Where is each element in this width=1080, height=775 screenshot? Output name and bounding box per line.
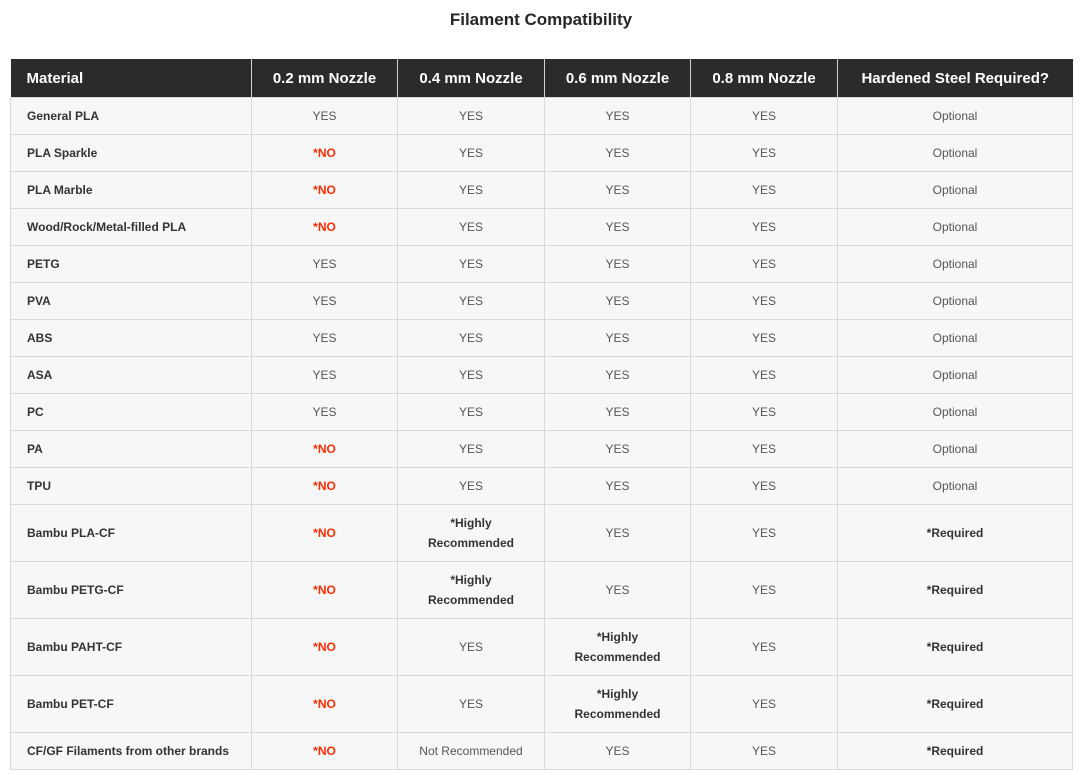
hardened-steel-cell: Optional (838, 394, 1073, 431)
nozzle-0-2-cell: *NO (252, 733, 398, 770)
nozzle-0-2-cell: *NO (252, 431, 398, 468)
hardened-steel-cell: Optional (838, 283, 1073, 320)
nozzle-0-4-cell: YES (398, 676, 545, 733)
filament-compatibility-table (10, 59, 1073, 770)
table-row (11, 676, 1073, 733)
nozzle-0-4-cell: YES (398, 172, 545, 209)
nozzle-0-8-cell: YES (691, 468, 838, 505)
nozzle-0-6-cell: YES (545, 468, 691, 505)
nozzle-0-2-cell: *NO (252, 135, 398, 172)
nozzle-0-4-cell: YES (398, 283, 545, 320)
cell-text-line: Recommended (574, 707, 661, 721)
table-row (11, 505, 1073, 562)
table-row (11, 209, 1073, 246)
nozzle-0-8-cell: YES (691, 562, 838, 619)
nozzle-0-2-cell: *NO (252, 619, 398, 676)
nozzle-0-8-cell: YES (691, 320, 838, 357)
nozzle-0-2-cell: *NO (252, 505, 398, 562)
hardened-steel-cell: Optional (838, 357, 1073, 394)
material-cell: Wood/Rock/Metal-filled PLA (11, 209, 252, 246)
nozzle-0-4-cell: YES (398, 98, 545, 135)
material-cell: PC (11, 394, 252, 431)
nozzle-0-4-cell: YES (398, 468, 545, 505)
nozzle-0-2-cell: YES (252, 283, 398, 320)
nozzle-0-6-cell: YES (545, 431, 691, 468)
nozzle-0-2-cell: YES (252, 98, 398, 135)
nozzle-0-8-cell: YES (691, 98, 838, 135)
cell-text-line: Recommended (574, 650, 661, 664)
hardened-steel-cell: Optional (838, 431, 1073, 468)
table-row (11, 394, 1073, 431)
nozzle-0-8-cell: YES (691, 394, 838, 431)
header-nozzle-0-2: 0.2 mm Nozzle (252, 59, 398, 98)
cell-text-line: *Highly (596, 687, 639, 701)
table-header-row (11, 59, 1073, 98)
nozzle-0-6-cell: YES (545, 98, 691, 135)
material-cell: PVA (11, 283, 252, 320)
nozzle-0-8-cell: YES (691, 135, 838, 172)
table-row (11, 98, 1073, 135)
nozzle-0-2-cell: *NO (252, 562, 398, 619)
table-row (11, 320, 1073, 357)
nozzle-0-2-cell: YES (252, 246, 398, 283)
nozzle-0-6-cell: YES (545, 209, 691, 246)
nozzle-0-4-cell (398, 505, 545, 562)
table-row (11, 283, 1073, 320)
nozzle-0-6-cell: YES (545, 394, 691, 431)
nozzle-0-4-cell: YES (398, 431, 545, 468)
table-row (11, 431, 1073, 468)
material-cell: General PLA (11, 98, 252, 135)
nozzle-0-4-cell: Not Recommended (398, 733, 545, 770)
hardened-steel-cell: Optional (838, 320, 1073, 357)
table-row (11, 246, 1073, 283)
material-cell: Bambu PAHT-CF (11, 619, 252, 676)
nozzle-0-8-cell: YES (691, 619, 838, 676)
header-material: Material (11, 59, 252, 98)
material-cell: CF/GF Filaments from other brands (11, 733, 252, 770)
nozzle-0-2-cell: *NO (252, 172, 398, 209)
hardened-steel-cell: *Required (838, 505, 1073, 562)
nozzle-0-6-cell: YES (545, 283, 691, 320)
nozzle-0-8-cell: YES (691, 431, 838, 468)
nozzle-0-8-cell: YES (691, 505, 838, 562)
material-cell: Bambu PLA-CF (11, 505, 252, 562)
table-row (11, 468, 1073, 505)
hardened-steel-cell: Optional (838, 468, 1073, 505)
nozzle-0-2-cell: *NO (252, 209, 398, 246)
nozzle-0-2-cell: YES (252, 357, 398, 394)
nozzle-0-2-cell: *NO (252, 468, 398, 505)
page-title: Filament Compatibility (449, 10, 633, 29)
nozzle-0-4-cell: YES (398, 246, 545, 283)
hardened-steel-cell: Optional (838, 172, 1073, 209)
nozzle-0-4-cell: YES (398, 209, 545, 246)
table-body (11, 98, 1073, 770)
nozzle-0-8-cell: YES (691, 676, 838, 733)
nozzle-0-4-cell (398, 562, 545, 619)
header-nozzle-0-8: 0.8 mm Nozzle (691, 59, 838, 98)
hardened-steel-cell: Optional (838, 135, 1073, 172)
nozzle-0-6-cell: YES (545, 733, 691, 770)
table-row (11, 172, 1073, 209)
nozzle-0-2-cell: YES (252, 320, 398, 357)
hardened-steel-cell: Optional (838, 209, 1073, 246)
header-nozzle-0-6: 0.6 mm Nozzle (545, 59, 691, 98)
table-row (11, 619, 1073, 676)
nozzle-0-8-cell: YES (691, 283, 838, 320)
cell-text-line: *Highly (450, 516, 492, 530)
hardened-steel-cell: *Required (838, 562, 1073, 619)
material-cell: PA (11, 431, 252, 468)
nozzle-0-4-cell: YES (398, 357, 545, 394)
nozzle-0-6-cell: YES (545, 505, 691, 562)
nozzle-0-8-cell: YES (691, 172, 838, 209)
cell-text-line: Recommended (427, 536, 515, 550)
material-cell: ABS (11, 320, 252, 357)
hardened-steel-cell: *Required (838, 733, 1073, 770)
material-cell: PETG (11, 246, 252, 283)
material-cell: ASA (11, 357, 252, 394)
nozzle-0-6-cell (545, 676, 691, 733)
material-cell: Bambu PET-CF (11, 676, 252, 733)
material-cell: PLA Sparkle (11, 135, 252, 172)
material-cell: TPU (11, 468, 252, 505)
nozzle-0-8-cell: YES (691, 209, 838, 246)
nozzle-0-4-cell: YES (398, 619, 545, 676)
hardened-steel-cell: *Required (838, 619, 1073, 676)
nozzle-0-6-cell: YES (545, 246, 691, 283)
nozzle-0-6-cell: YES (545, 172, 691, 209)
nozzle-0-4-cell: YES (398, 135, 545, 172)
nozzle-0-2-cell: *NO (252, 676, 398, 733)
nozzle-0-8-cell: YES (691, 733, 838, 770)
nozzle-0-6-cell (545, 619, 691, 676)
hardened-steel-cell: Optional (838, 246, 1073, 283)
material-cell: Bambu PETG-CF (11, 562, 252, 619)
nozzle-0-4-cell: YES (398, 320, 545, 357)
cell-text-line: Recommended (427, 593, 515, 607)
table-row (11, 357, 1073, 394)
table-row (11, 135, 1073, 172)
material-cell: PLA Marble (11, 172, 252, 209)
hardened-steel-cell: Optional (838, 98, 1073, 135)
cell-text-line: *Highly (450, 573, 492, 587)
nozzle-0-8-cell: YES (691, 246, 838, 283)
hardened-steel-cell: *Required (838, 676, 1073, 733)
nozzle-0-8-cell: YES (691, 357, 838, 394)
header-nozzle-0-4: 0.4 mm Nozzle (398, 59, 545, 98)
header-hardened-steel: Hardened Steel Required? (838, 59, 1073, 98)
nozzle-0-6-cell: YES (545, 562, 691, 619)
nozzle-0-4-cell: YES (398, 394, 545, 431)
nozzle-0-6-cell: YES (545, 135, 691, 172)
nozzle-0-6-cell: YES (545, 357, 691, 394)
cell-text-line: *Highly (596, 630, 639, 644)
nozzle-0-2-cell: YES (252, 394, 398, 431)
table-row (11, 562, 1073, 619)
nozzle-0-6-cell: YES (545, 320, 691, 357)
table-row (11, 733, 1073, 770)
